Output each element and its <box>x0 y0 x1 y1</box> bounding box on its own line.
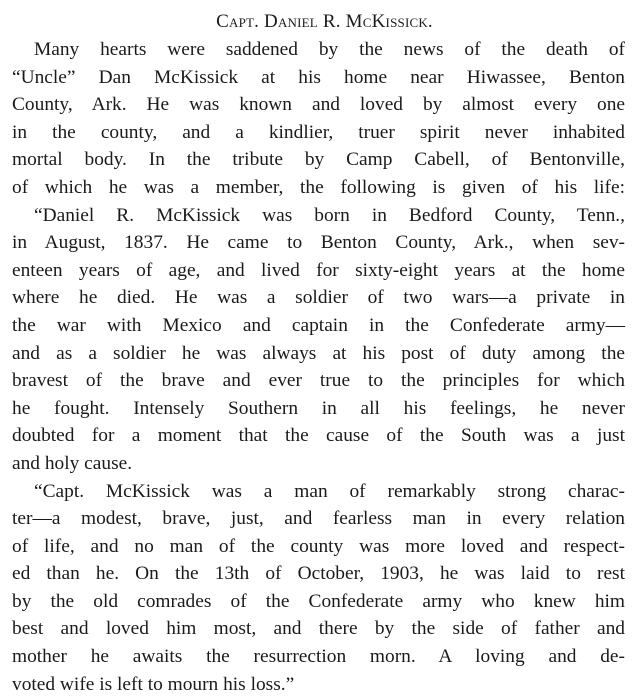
text-line: of life, and no man of the county was more loved and respect- <box>12 533 625 561</box>
text-line: he fought. Intensely Southern in all his feelings, he never <box>12 395 625 423</box>
text-line: “Daniel R. McKissick was born in Bedford County, Tenn., <box>12 202 625 230</box>
text-line: “Uncle” Dan McKissick at his home near Hiwassee, Benton <box>12 64 625 92</box>
text-line: “Capt. McKissick was a man of remarkably strong charac- <box>12 478 625 506</box>
text-line: by the old comrades of the Confederate army who knew him <box>12 588 625 616</box>
paragraph-2 <box>12 202 625 478</box>
text-line: mortal body. In the tribute by Camp Cabell, of Bentonville, <box>12 146 625 174</box>
text-line: Many hearts were saddened by the news of the death of <box>12 36 625 64</box>
text-line: County, Ark. He was known and loved by almost every one <box>12 91 625 119</box>
text-line: in August, 1837. He came to Benton County, Ark., when sev- <box>12 229 625 257</box>
text-line: the war with Mexico and captain in the Confederate army— <box>12 312 625 340</box>
text-line: enteen years of age, and lived for sixty-eight years at the home <box>12 257 625 285</box>
text-line: ed than he. On the 13th of October, 1903, he was laid to rest <box>12 560 625 588</box>
text-line: bravest of the brave and ever true to the principles for which <box>12 367 625 395</box>
article-title: Capt. Daniel R. McKissick. <box>12 10 625 34</box>
paragraph-1 <box>12 36 625 202</box>
text-line: where he died. He was a soldier of two wars—a private in <box>12 284 625 312</box>
text-line: and holy cause. <box>12 450 625 478</box>
paragraph-3 <box>12 478 625 698</box>
text-line: voted wife is left to mourn his loss.” <box>12 671 625 698</box>
text-line: best and loved him most, and there by the side of father and <box>12 615 625 643</box>
text-line: ter—a modest, brave, just, and fearless man in every relation <box>12 505 625 533</box>
text-line: mother he awaits the resurrection morn. A loving and de- <box>12 643 625 671</box>
text-line: of which he was a member, the following is given of his life: <box>12 174 625 202</box>
text-line: in the county, and a kindlier, truer spirit never inhabited <box>12 119 625 147</box>
text-line: doubted for a moment that the cause of the South was a just <box>12 422 625 450</box>
text-line: and as a soldier he was always at his post of duty among the <box>12 340 625 368</box>
